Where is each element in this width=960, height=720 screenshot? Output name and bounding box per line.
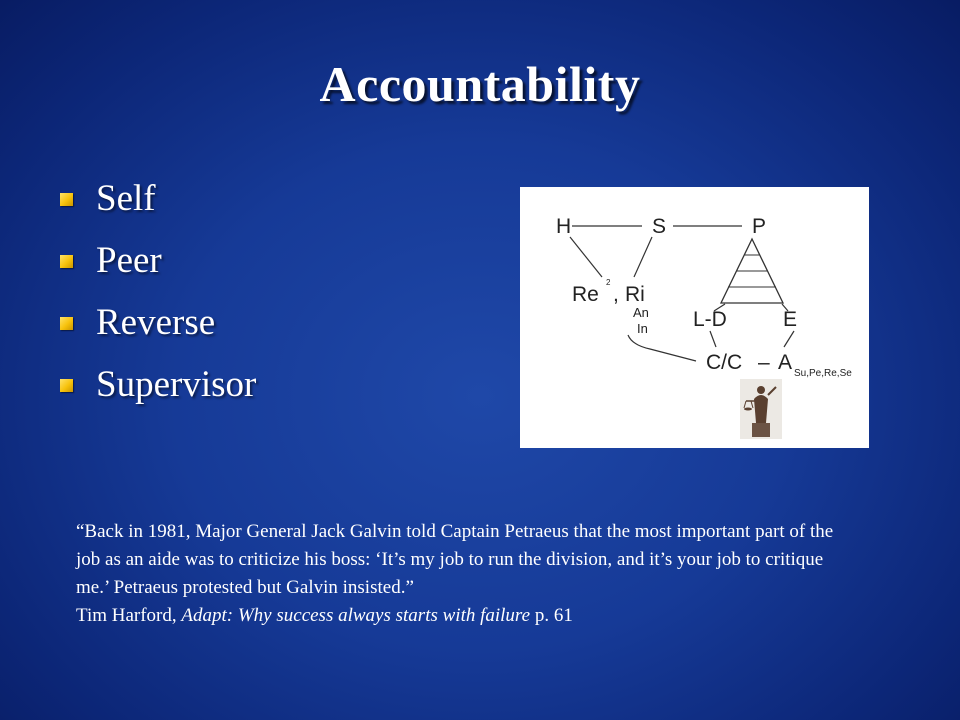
bullet-list bbox=[60, 172, 256, 420]
label-re: Re bbox=[572, 283, 599, 306]
label-ri: Ri bbox=[625, 283, 645, 306]
citation-author: Tim Harford, bbox=[76, 605, 182, 626]
connector-ld-cc bbox=[710, 331, 716, 347]
bullet-label: Peer bbox=[96, 240, 162, 281]
bullet-item-supervisor bbox=[60, 358, 256, 420]
connector-s-ri bbox=[634, 237, 652, 277]
concept-diagram bbox=[520, 187, 869, 448]
label-s: S bbox=[652, 215, 667, 238]
bullet-label: Self bbox=[96, 178, 156, 219]
square-bullet-icon bbox=[60, 317, 73, 330]
lady-justice-statue-icon bbox=[740, 379, 782, 439]
connector-e-a bbox=[784, 331, 794, 347]
quote-block bbox=[76, 518, 836, 630]
label-a: A bbox=[778, 351, 793, 374]
bullet-item-peer bbox=[60, 234, 256, 296]
bullet-item-reverse bbox=[60, 296, 256, 358]
square-bullet-icon bbox=[60, 193, 73, 206]
bullet-label: Supervisor bbox=[96, 364, 257, 405]
square-bullet-icon bbox=[60, 379, 73, 392]
connector-ri-cc bbox=[628, 335, 696, 361]
label-dash: – bbox=[758, 351, 770, 374]
label-in: In bbox=[637, 321, 648, 336]
quote-text: “Back in 1981, Major General Jack Galvin told Captain Petraeus that the most important part of the job as an aide was to criticize his boss: ‘It’s my job to run the division, and it’s your job to critique me.’ Petraeus protested but Galvin insisted.” bbox=[76, 521, 834, 598]
label-a-subscript: Su,Pe,Re,Se bbox=[794, 368, 852, 379]
label-an: An bbox=[633, 305, 649, 320]
citation-page: p. 61 bbox=[530, 605, 573, 626]
square-bullet-icon bbox=[60, 255, 73, 268]
connector-h-re bbox=[570, 237, 602, 277]
slide-title: Accountability bbox=[319, 56, 641, 112]
label-re-superscript: 2 bbox=[606, 278, 611, 287]
label-e: E bbox=[783, 308, 798, 331]
label-ld: L-D bbox=[693, 308, 727, 331]
bullet-item-self bbox=[60, 172, 256, 234]
label-p: P bbox=[752, 215, 767, 238]
citation-book-title: Adapt: Why success always starts with failure bbox=[181, 605, 531, 626]
bullet-label: Reverse bbox=[96, 302, 216, 343]
label-h: H bbox=[556, 215, 572, 238]
label-cc: C/C bbox=[706, 351, 743, 374]
label-comma: , bbox=[613, 283, 619, 306]
quote-citation bbox=[76, 602, 836, 630]
